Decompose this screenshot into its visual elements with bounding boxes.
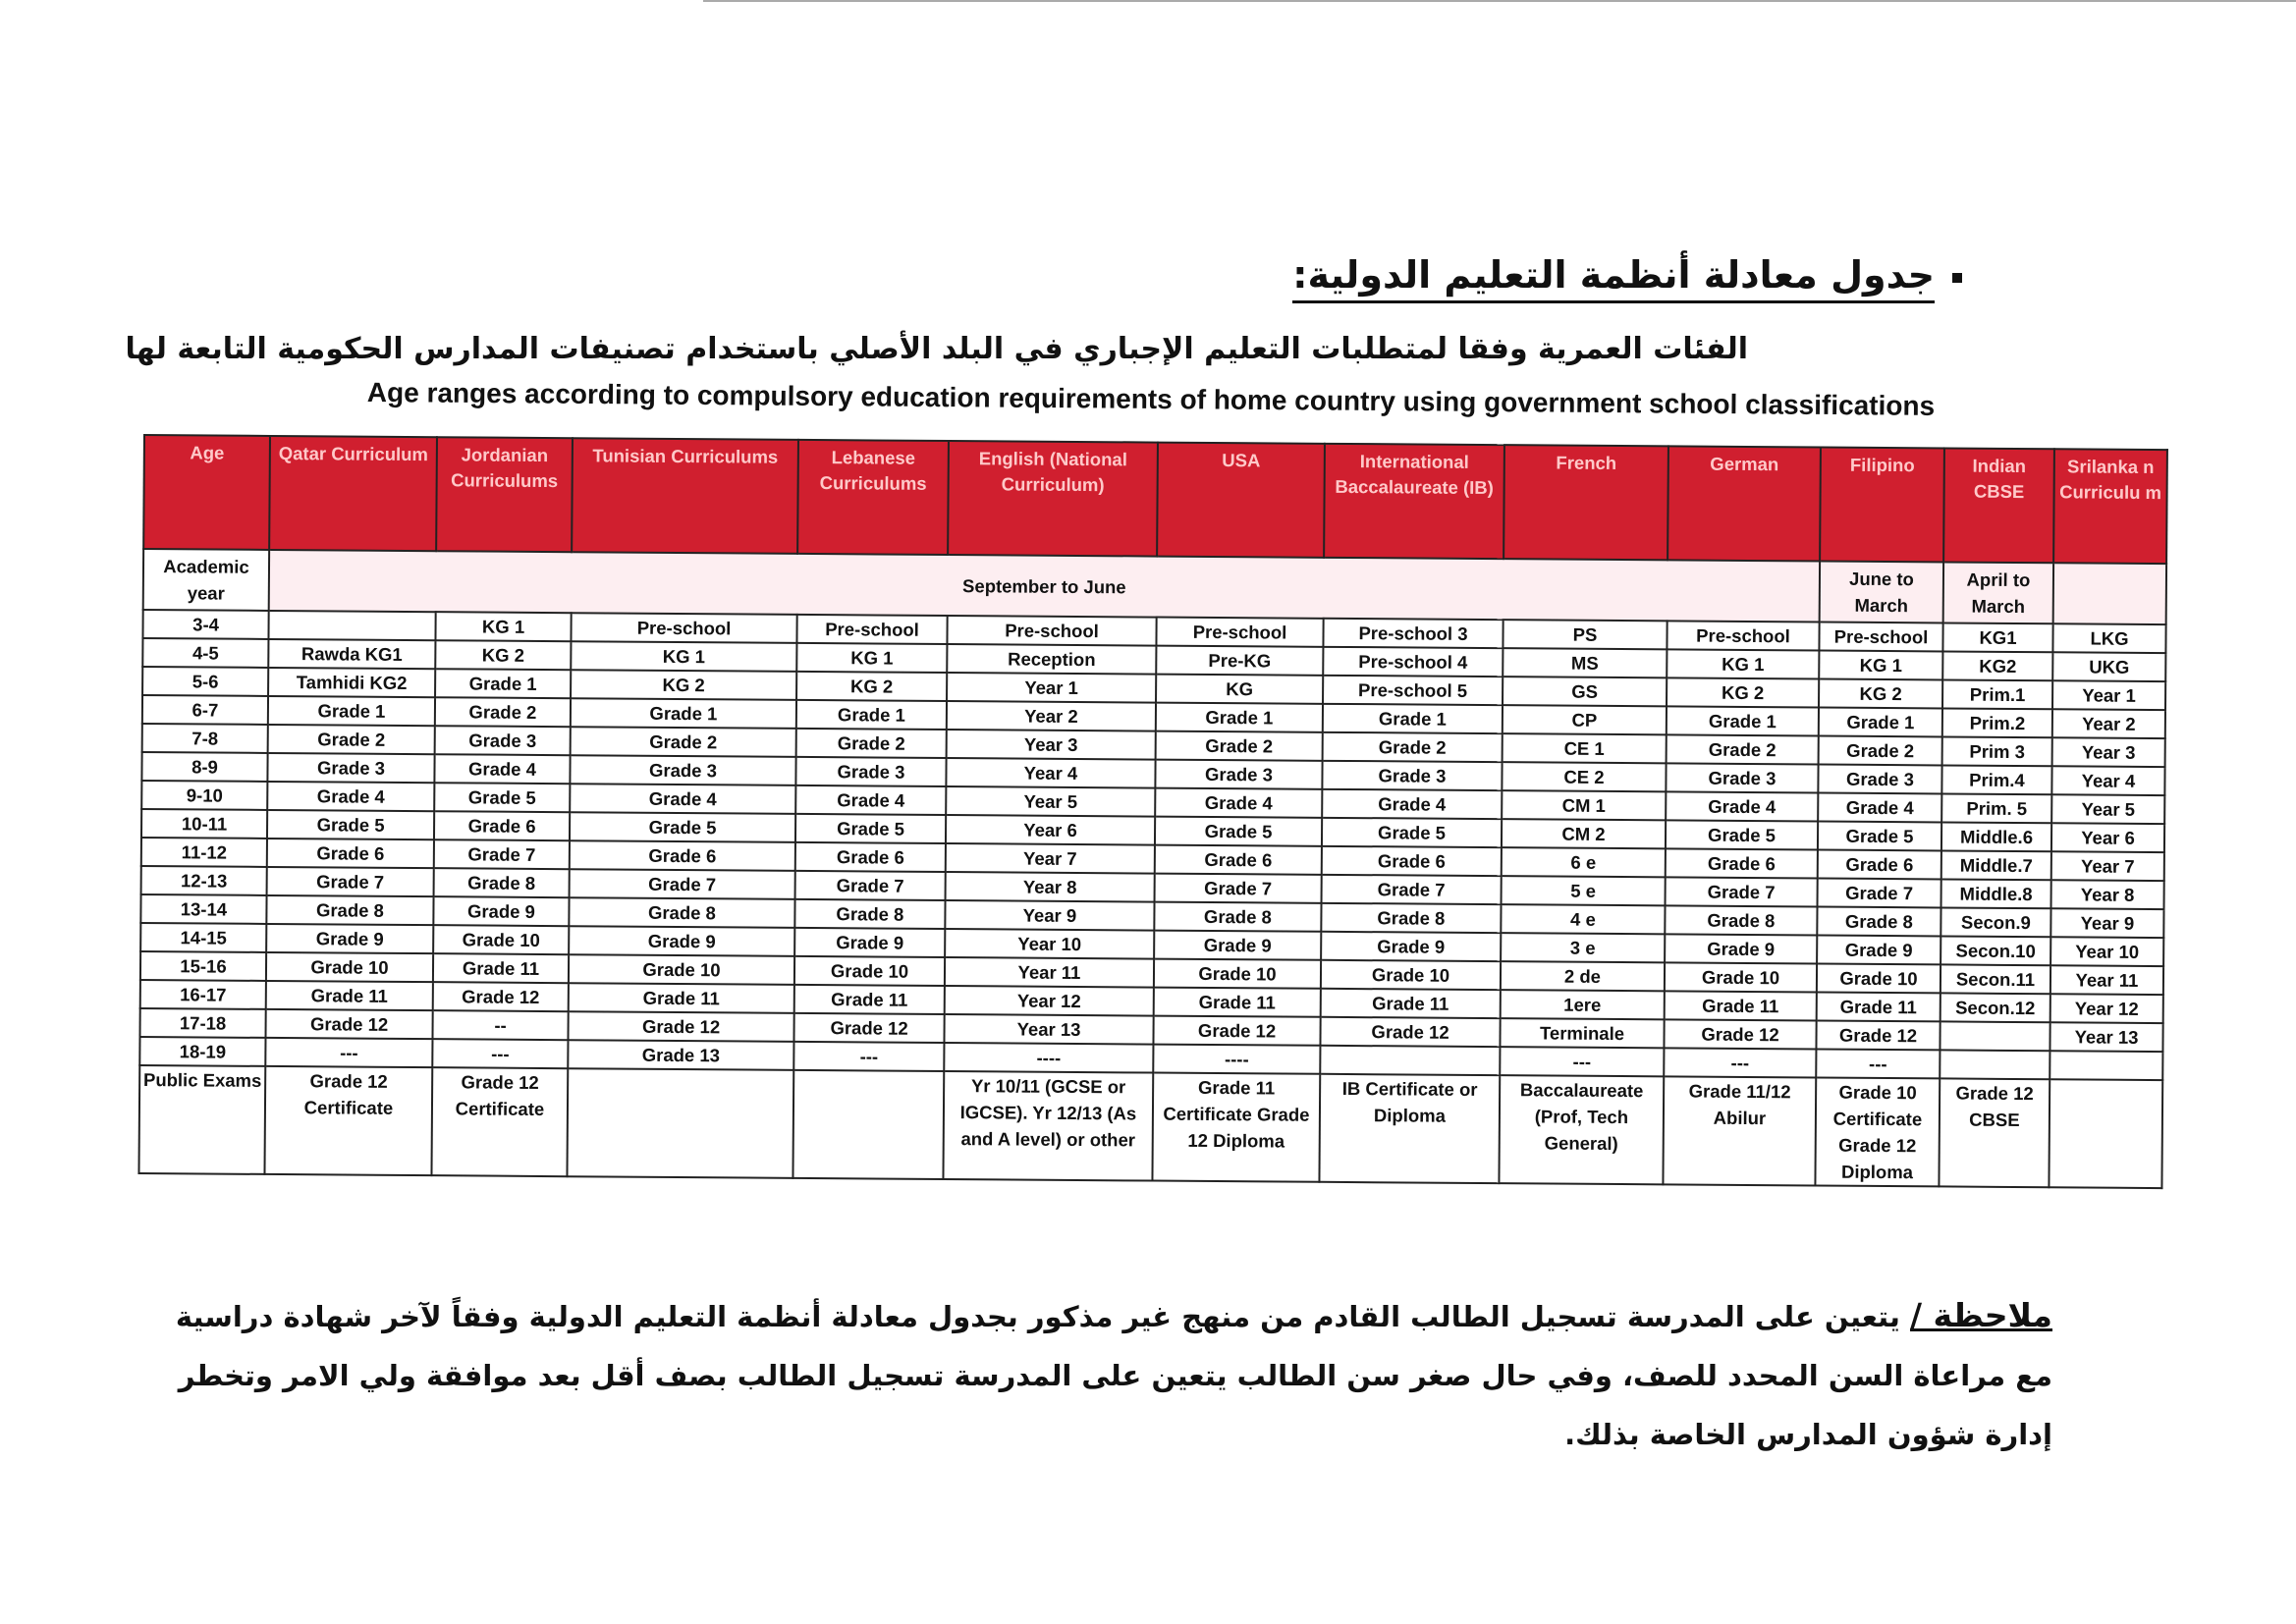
table-cell: Grade 10	[266, 952, 433, 982]
table-cell: Grade 10	[433, 925, 569, 954]
table-cell: KG 2	[435, 640, 571, 670]
table-cell: ----	[1153, 1045, 1320, 1074]
table-cell: ---	[432, 1039, 568, 1068]
table-cell: Pre-school	[1156, 618, 1323, 647]
table-cell: Year 7	[2051, 851, 2164, 881]
table-cell: Grade 3	[795, 757, 946, 786]
table-cell: Prim.4	[1941, 765, 2051, 794]
note-label: ملاحظة /	[1910, 1296, 2052, 1334]
exam-cell: IB Certificate or Diploma	[1319, 1074, 1500, 1183]
table-cell: KG	[1156, 675, 1323, 704]
table-cell: Pre-KG	[1156, 646, 1323, 676]
table-cell: Grade 1	[435, 669, 571, 698]
table-cell: Grade 8	[1817, 907, 1941, 937]
table-cell: Grade 10	[794, 956, 945, 986]
academic-year-label: Academic year	[143, 549, 269, 611]
table-cell: Grade 3	[1322, 761, 1502, 790]
table-cell: Grade 7	[1666, 877, 1818, 906]
table-cell: Grade 9	[1154, 931, 1321, 960]
table-cell: Year 5	[946, 786, 1155, 817]
table-cell: Pre-school	[796, 615, 947, 644]
table-cell: Grade 10	[1154, 959, 1321, 989]
col-header-french: French	[1503, 445, 1668, 560]
exam-cell	[567, 1068, 793, 1178]
age-cell: 10-11	[141, 809, 267, 839]
table-cell: 1ere	[1501, 990, 1665, 1019]
table-cell: Grade 9	[1321, 932, 1501, 961]
table-cell: Grade 2	[571, 727, 796, 757]
table-cell: Grade 3	[570, 755, 795, 785]
table-cell: Pre-school 5	[1323, 676, 1503, 705]
table-cell: ---	[265, 1038, 432, 1067]
table-cell: UKG	[2052, 652, 2165, 681]
table-cell: Grade 10	[569, 954, 794, 985]
table-cell: Grade 5	[570, 812, 795, 842]
table-cell: Year 11	[945, 957, 1154, 988]
table-cell: KG2	[1942, 651, 2052, 680]
col-header-lebanese: Lebanese Curriculums	[797, 440, 949, 555]
table-cell: Rawda KG1	[268, 639, 435, 669]
table-cell: Terminale	[1500, 1018, 1664, 1048]
exam-cell: Grade 10 Certificate Grade 12 Diploma	[1815, 1078, 1940, 1187]
table-cell: Grade 10	[1665, 962, 1817, 992]
table-cell: Grade 6	[1155, 845, 1322, 875]
exam-cell: Grade 11 Certificate Grade 12 Diploma	[1152, 1073, 1320, 1182]
table-cell: Tamhidi KG2	[268, 668, 435, 697]
table-cell: Year 2	[2052, 709, 2165, 738]
table-cell: Grade 7	[1322, 875, 1502, 904]
table-cell: Year 3	[2052, 737, 2165, 767]
exam-cell: Grade 12 CBSE	[1939, 1078, 2050, 1187]
table-cell: Grade 2	[1667, 734, 1819, 764]
table-cell: Grade 6	[267, 839, 434, 868]
table-cell: Grade 11	[1665, 991, 1817, 1020]
table-cell: Year 9	[2050, 908, 2163, 938]
table-cell: Middle.8	[1941, 879, 2051, 908]
table-cell: Grade 1	[1819, 708, 1942, 737]
table-cell: Grade 9	[569, 926, 794, 956]
table-cell: Grade 4	[570, 784, 795, 814]
table-cell: Grade 7	[1155, 874, 1322, 903]
table-cell	[1940, 1050, 2050, 1079]
table-cell: Year 2	[947, 701, 1156, 731]
table-cell: Grade 13	[568, 1040, 793, 1070]
age-cell: 11-12	[141, 838, 267, 867]
table-cell: Grade 1	[1667, 706, 1819, 735]
table-cell: Middle.7	[1941, 850, 2051, 880]
table-cell: Grade 5	[1322, 818, 1502, 847]
table-cell: Grade 7	[570, 869, 795, 899]
table-cell: Grade 8	[794, 899, 945, 929]
table-cell: Year 3	[947, 730, 1156, 760]
age-cell: 4-5	[142, 638, 268, 668]
table-cell: Grade 5	[1818, 822, 1941, 851]
subtitle-arabic: الفئات العمرية وفقا لمتطلبات التعليم الإجباري في البلد الأصلي باستخدام تصنيفات المدارس الحكومية التابعة لها	[125, 332, 1748, 366]
table-cell: Secon.9	[1941, 907, 2050, 937]
bullet-icon	[1952, 273, 1962, 283]
col-header-indian: Indian CBSE	[1943, 448, 2054, 563]
table-cell: Grade 11	[569, 983, 794, 1013]
table-cell: CE 2	[1502, 762, 1666, 791]
age-cell: 12-13	[141, 866, 267, 895]
table-cell: Pre-school	[1667, 621, 1819, 650]
exam-cell	[793, 1070, 944, 1179]
table-cell: Grade 12	[793, 1013, 944, 1043]
table-cell: Grade 8	[1665, 905, 1817, 935]
table-cell: Grade 6	[1666, 848, 1818, 878]
table-cell: KG 1	[1819, 651, 1942, 680]
age-cell: 7-8	[142, 724, 268, 753]
table-cell: Year 7	[946, 843, 1155, 874]
table-cell: ---	[793, 1042, 944, 1071]
table-cell: Year 9	[945, 900, 1154, 931]
table-cell: Year 6	[2051, 823, 2164, 852]
table-cell: Year 6	[946, 815, 1155, 845]
table-cell	[268, 611, 435, 640]
subtitle-english: Age ranges according to compulsory education requirements of home country using government school classifications	[366, 377, 1936, 421]
exam-cell: Yr 10/11 (GCSE or IGCSE). Yr 12/13 (As and A level) or other	[943, 1071, 1153, 1181]
table-cell: ---	[1664, 1048, 1816, 1077]
age-cell: 13-14	[140, 894, 266, 924]
col-header-german: German	[1667, 446, 1821, 561]
age-cell: 17-18	[139, 1008, 265, 1038]
table-cell: ----	[944, 1043, 1153, 1073]
age-cell: 15-16	[140, 951, 266, 981]
table-cell: Year 11	[2050, 965, 2163, 995]
age-cell: 16-17	[140, 980, 266, 1009]
table-cell: Grade 9	[433, 896, 569, 926]
note-text: يتعين على المدرسة تسجيل الطالب القادم من منهج غير مذكور بجدول معادلة أنظمة التعليم الدولية وفقاً لآخر شهادة دراسية مع مراعاة السن المحدد للصف، وفي حال صغر سن الطالب يتعين على المدرسة تسجيل الطالب بصف أقل بعد موافقة ولي الامر وتخطر إدارة شؤون المدارس الخاصة بذلك.	[175, 1300, 2052, 1451]
table-cell: --	[432, 1010, 568, 1040]
col-header-ib: International Baccalaureate (IB)	[1324, 444, 1504, 559]
page-title-arabic: جدول معادلة أنظمة التعليم الدولية:	[1292, 253, 1962, 297]
table-cell: Prim.1	[1942, 679, 2052, 709]
table-cell: Grade 12	[1664, 1019, 1816, 1049]
table-cell: Secon.10	[1941, 936, 2050, 965]
table-cell: Grade 2	[435, 697, 571, 727]
table-cell: ---	[1500, 1047, 1664, 1076]
table-cell: Grade 7	[1818, 879, 1941, 908]
table-cell: Grade 10	[1817, 964, 1941, 994]
table-cell: Grade 3	[1155, 760, 1322, 789]
table-cell: Grade 4	[1818, 793, 1941, 823]
col-header-jordanian: Jordanian Curriculums	[436, 437, 573, 552]
col-header-filipino: Filipino	[1820, 448, 1944, 563]
top-border-line	[703, 0, 2296, 2]
public-exams-label: Public Exams	[138, 1065, 265, 1174]
table-cell: KG 2	[571, 670, 796, 700]
table-cell: Grade 2	[796, 729, 947, 758]
table-cell: KG 2	[1667, 677, 1819, 707]
table-cell: Grade 3	[1818, 765, 1941, 794]
table-cell: Secon.11	[1941, 964, 2050, 994]
table-cell: Grade 4	[267, 782, 434, 811]
age-cell: 3-4	[142, 610, 268, 639]
table-cell	[2050, 1051, 2162, 1080]
col-header-english: English (National Curriculum)	[948, 441, 1158, 557]
table-cell: Grade 9	[1665, 934, 1817, 963]
table-cell: Year 4	[2051, 766, 2164, 795]
academic-year-main: September to June	[269, 550, 1820, 623]
age-cell: 9-10	[141, 781, 267, 810]
table-cell: Grade 3	[435, 726, 571, 755]
table-cell: Grade 8	[1321, 903, 1501, 933]
table-cell: Pre-school	[1819, 623, 1942, 652]
table-cell: Grade 9	[1817, 936, 1941, 965]
col-header-usa: USA	[1157, 443, 1325, 558]
table-cell: Grade 12	[1153, 1016, 1320, 1046]
table-cell: Prim 3	[1942, 736, 2052, 766]
table-cell: Grade 3	[267, 753, 434, 783]
table-cell: MS	[1503, 648, 1667, 677]
table-cell: Grade 6	[570, 840, 795, 871]
table-cell: Year 5	[2051, 794, 2164, 824]
table-cell: Grade 11	[794, 985, 945, 1014]
table-cell: Year 4	[946, 758, 1155, 788]
table-cell: KG 1	[1667, 649, 1819, 678]
table-cell: Grade 2	[1156, 731, 1323, 761]
table-cell: Year 10	[2050, 937, 2163, 966]
table-cell: Grade 1	[796, 700, 947, 730]
table-cell: Grade 11	[1817, 993, 1941, 1022]
table-cell: Grade 6	[434, 811, 570, 840]
table-cell: Pre-school	[947, 616, 1156, 646]
table-cell: Grade 1	[1323, 704, 1503, 733]
table-cell: Grade 7	[267, 867, 434, 896]
col-header-age: Age	[143, 435, 270, 550]
table-cell: Grade 5	[267, 810, 434, 839]
table-cell: 4 e	[1501, 904, 1665, 934]
table-cell: Grade 7	[434, 839, 570, 869]
table-cell: Grade 11	[433, 953, 569, 983]
note-paragraph	[137, 1286, 2052, 1464]
table-cell: Grade 12	[1816, 1021, 1940, 1051]
header-row	[143, 435, 2167, 564]
table-cell: Pre-school	[571, 613, 796, 643]
table-cell: Grade 9	[266, 924, 433, 953]
exam-cell: Grade 12 Certificate	[431, 1067, 568, 1176]
age-cell: 8-9	[141, 752, 267, 782]
table-cell: Year 10	[945, 929, 1154, 959]
table-cell: Grade 12	[568, 1011, 793, 1042]
table-cell: KG 2	[1819, 679, 1942, 709]
table-cell: Prim.2	[1942, 708, 2052, 737]
table-cell: ---	[1816, 1050, 1940, 1079]
table-cell: Grade 6	[1818, 850, 1941, 880]
table-cell: KG 2	[796, 672, 947, 701]
academic-year-srilanka	[2053, 563, 2166, 624]
table-cell: KG 1	[796, 643, 947, 673]
table-cell: 5 e	[1502, 876, 1666, 905]
academic-year-indian: April to March	[1943, 562, 2053, 623]
table-cell: Year 1	[947, 673, 1156, 703]
table-cell: Grade 5	[434, 783, 570, 812]
table-cell: Grade 6	[795, 842, 946, 872]
table-cell: Grade 4	[1666, 791, 1818, 821]
table-cell: Grade 8	[266, 895, 433, 925]
table-cell: Grade 5	[1155, 817, 1322, 846]
table-cell: Year 8	[946, 872, 1155, 902]
table-cell: Grade 4	[1155, 788, 1322, 818]
age-cell: 6-7	[142, 695, 268, 725]
table-cell: Secon.12	[1941, 993, 2050, 1022]
table-cell: Grade 1	[268, 696, 435, 726]
table-cell: 2 de	[1501, 961, 1665, 991]
curriculum-equivalency-table	[137, 434, 2167, 1189]
table-cell: KG 1	[435, 612, 571, 641]
table-cell: Grade 10	[1321, 960, 1501, 990]
table-cell: KG 1	[571, 641, 796, 672]
table-cell: KG1	[1942, 623, 2052, 652]
table-cell: Middle.6	[1941, 822, 2051, 851]
col-header-srilankan: Srilanka n Curriculu m	[2053, 449, 2167, 564]
table-cell: Grade 12	[1320, 1017, 1500, 1047]
table-cell: LKG	[2052, 623, 2165, 653]
table-cell: Year 8	[2051, 880, 2164, 909]
table-cell: 3 e	[1501, 933, 1665, 962]
table-cell: Grade 3	[1666, 763, 1818, 792]
exam-cell: Baccalaureate (Prof, Tech General)	[1499, 1075, 1664, 1184]
age-cell: 5-6	[142, 667, 268, 696]
table-cell: Year 12	[2050, 994, 2163, 1023]
table-cell: Grade 4	[434, 754, 570, 784]
exam-cell: Grade 11/12 Abilur	[1663, 1076, 1816, 1185]
public-exams-row	[138, 1065, 2162, 1188]
table-cell: Grade 2	[268, 725, 435, 754]
exam-cell	[2049, 1079, 2162, 1188]
table-cell: Grade 12	[433, 982, 569, 1011]
age-cell: 14-15	[140, 923, 266, 952]
table-cell: CM 1	[1502, 790, 1666, 820]
age-cell: 18-19	[139, 1037, 265, 1066]
table-cell: CP	[1503, 705, 1667, 734]
table-cell: Grade 11	[266, 981, 433, 1010]
table-cell: GS	[1503, 677, 1667, 706]
table-cell: PS	[1503, 620, 1667, 649]
table-cell: Prim. 5	[1941, 793, 2051, 823]
table-cell: Grade 1	[571, 698, 796, 729]
academic-year-filipino: June to March	[1820, 562, 1943, 623]
table-cell: Grade 6	[1322, 846, 1502, 876]
table-cell: Grade 8	[569, 897, 794, 928]
table-cell: Grade 8	[1154, 902, 1321, 932]
table-cell: Grade 5	[795, 814, 946, 843]
table-cell: Grade 12	[265, 1009, 432, 1039]
table-cell: Grade 5	[1666, 820, 1818, 849]
table-cell: Grade 9	[794, 928, 945, 957]
table-cell: Grade 2	[1323, 732, 1503, 762]
table-cell	[1320, 1046, 1500, 1075]
table-cell: Year 13	[944, 1014, 1153, 1045]
table-cell: Year 13	[2050, 1022, 2162, 1052]
table-cell: CM 2	[1502, 819, 1666, 848]
table-cell: Reception	[947, 644, 1156, 675]
table-cell: Grade 4	[1322, 789, 1502, 819]
table-cell: Pre-school 4	[1323, 647, 1503, 677]
table-cell: Grade 11	[1321, 989, 1501, 1018]
table-cell: Grade 7	[795, 871, 946, 900]
table-cell: Year 12	[945, 986, 1154, 1016]
col-header-qatar: Qatar Curriculum	[269, 436, 437, 551]
exam-cell: Grade 12 Certificate	[264, 1066, 432, 1175]
table-cell: Year 1	[2052, 680, 2165, 710]
table-cell: Grade 11	[1154, 988, 1321, 1017]
table-cell	[1940, 1021, 2050, 1051]
table-cell: Pre-school 3	[1323, 619, 1503, 648]
col-header-tunisian: Tunisian Curriculums	[572, 438, 798, 554]
table-cell: Grade 1	[1156, 703, 1323, 732]
table-cell: Grade 4	[795, 785, 946, 815]
table-cell: Grade 8	[434, 868, 570, 897]
table-cell: CE 1	[1503, 733, 1667, 763]
table-cell: Grade 2	[1819, 736, 1942, 766]
table-cell: 6 e	[1502, 847, 1666, 877]
